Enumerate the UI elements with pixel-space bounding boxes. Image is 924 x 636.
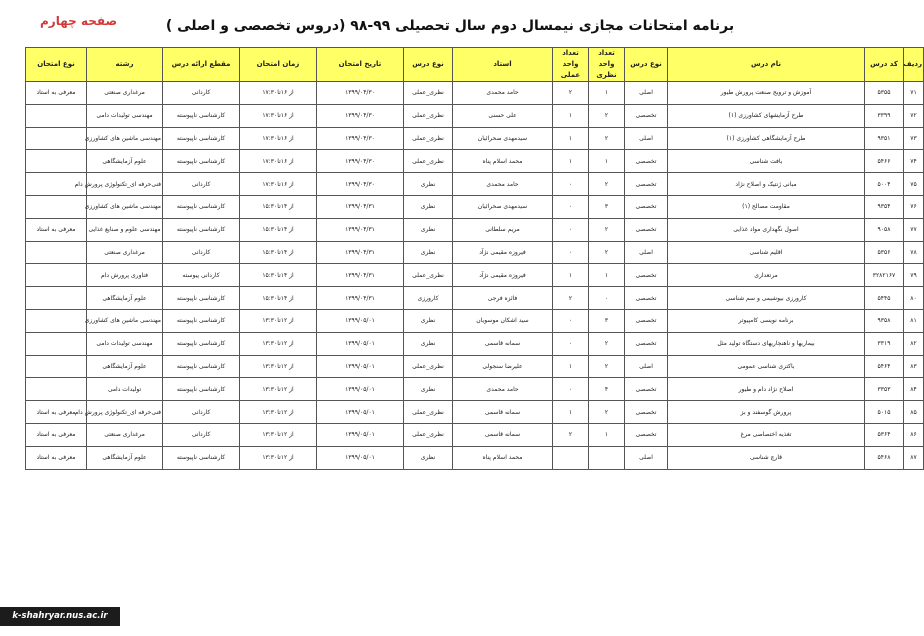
cell-exam-time: از ۱۲تا۱۳:۳۰ [240, 309, 317, 332]
table-row [26, 195, 924, 218]
cell-theory-units: ۲ [589, 401, 625, 424]
cell-practical-units: ۱ [553, 127, 589, 150]
cell-practical-units: ۰ [553, 218, 589, 241]
cell-practical-units: ۱ [553, 264, 589, 287]
cell-exam-date: ۱۳۹۹/۰۵/۰۱ [317, 355, 404, 378]
table-row [26, 173, 924, 196]
cell-instructor: سید اشکان موسویان [453, 309, 553, 332]
cell-exam-time: از ۱۲تا۱۳:۳۰ [240, 355, 317, 378]
cell-course-code: ۹۳۵۸ [865, 309, 904, 332]
cell-exam-type [26, 264, 87, 287]
cell-row-number: ۸۶ [904, 423, 924, 446]
cell-course-code: ۵۴۶۸ [865, 446, 904, 469]
cell-level: کارشناسی ناپیوسته [163, 309, 240, 332]
cell-exam-type: معرفی به استاد [26, 82, 87, 105]
cell-exam-date: ۱۳۹۹/۰۵/۰۱ [317, 423, 404, 446]
cell-field: علوم آزمایشگاهی [87, 355, 163, 378]
cell-field: مهندسی ماشین های کشاورزی [87, 309, 163, 332]
cell-row-number: ۸۱ [904, 309, 924, 332]
cell-exam-date: ۱۳۹۹/۰۴/۳۱ [317, 218, 404, 241]
cell-exam-date: ۱۳۹۹/۰۴/۳۱ [317, 264, 404, 287]
cell-level: کاردانی [163, 173, 240, 196]
cell-course-name: پرورش گوسفند و بز [668, 401, 865, 424]
cell-lesson-type: نظری_عملی [404, 104, 453, 127]
header-course-code: کد درس [865, 48, 904, 82]
header-exam-type: نوع امتحان [26, 48, 87, 82]
cell-course-name: اصلاح نژاد دام و طیور [668, 378, 865, 401]
cell-exam-date: ۱۳۹۹/۰۴/۳۰ [317, 82, 404, 105]
cell-level: کارشناسی ناپیوسته [163, 218, 240, 241]
cell-course-type: تخصصی [625, 104, 668, 127]
header-field: رشته [87, 48, 163, 82]
cell-practical-units: ۱ [553, 150, 589, 173]
cell-row-number: ۷۹ [904, 264, 924, 287]
cell-row-number: ۷۳ [904, 127, 924, 150]
cell-exam-time: از ۱۶تا۱۷:۳۰ [240, 127, 317, 150]
cell-row-number: ۷۲ [904, 104, 924, 127]
cell-row-number: ۸۰ [904, 287, 924, 310]
cell-field: مهندسی ماشین های کشاورزی [87, 127, 163, 150]
cell-exam-type: معرفی به استاد [26, 401, 87, 424]
cell-course-code: ۵۳۵۵ [865, 82, 904, 105]
cell-theory-units: ۱ [589, 264, 625, 287]
cell-course-type: تخصصی [625, 423, 668, 446]
cell-exam-date: ۱۳۹۹/۰۴/۳۰ [317, 127, 404, 150]
cell-lesson-type: نظری_عملی [404, 150, 453, 173]
cell-level: کاردانی [163, 401, 240, 424]
cell-exam-time: از ۱۲تا۱۳:۳۰ [240, 401, 317, 424]
cell-exam-time: از ۱۴تا۱۵:۳۰ [240, 218, 317, 241]
cell-lesson-type: نظری [404, 241, 453, 264]
cell-row-number: ۸۲ [904, 332, 924, 355]
cell-exam-type [26, 309, 87, 332]
cell-practical-units: ۰ [553, 378, 589, 401]
cell-course-code: ۵۳۶۴ [865, 423, 904, 446]
cell-course-type: تخصصی [625, 401, 668, 424]
cell-lesson-type: نظری_عملی [404, 355, 453, 378]
cell-row-number: ۸۵ [904, 401, 924, 424]
cell-exam-type: معرفی به استاد [26, 446, 87, 469]
table-row [26, 287, 924, 310]
header-course-name: نام درس [668, 48, 865, 82]
cell-level: کارشناسی ناپیوسته [163, 332, 240, 355]
cell-level: کارشناسی ناپیوسته [163, 150, 240, 173]
cell-practical-units: ۲ [553, 287, 589, 310]
cell-course-code: ۹۰۵۸ [865, 218, 904, 241]
cell-exam-time: از ۱۶تا۱۷:۳۰ [240, 82, 317, 105]
cell-course-code: ۹۳۵۱ [865, 127, 904, 150]
cell-level: کاردانی پیوسته [163, 264, 240, 287]
header-lesson-type: نوع درس [404, 48, 453, 82]
cell-exam-date: ۱۳۹۹/۰۵/۰۱ [317, 309, 404, 332]
cell-course-name: آموزش و ترویج صنعت پرورش طیور [668, 82, 865, 105]
cell-row-number: ۷۴ [904, 150, 924, 173]
table-row [26, 104, 924, 127]
cell-row-number: ۸۴ [904, 378, 924, 401]
cell-course-name: مبانی ژنتیک و اصلاح نژاد [668, 173, 865, 196]
cell-level: کاردانی [163, 82, 240, 105]
cell-exam-type [26, 104, 87, 127]
cell-course-name: بیماریها و ناهنجاریهای دستگاه تولید مثل [668, 332, 865, 355]
cell-course-type: اصلی [625, 82, 668, 105]
header-theory-units: تعداد واحد نظری [589, 48, 625, 82]
cell-field: مهندسی تولیدات دامی [87, 104, 163, 127]
cell-exam-date: ۱۳۹۹/۰۴/۳۰ [317, 173, 404, 196]
cell-course-code: ۵۴۴۵ [865, 287, 904, 310]
cell-theory-units: ۳ [589, 195, 625, 218]
cell-level: کارشناسی ناپیوسته [163, 378, 240, 401]
cell-row-number: ۷۷ [904, 218, 924, 241]
cell-course-type: تخصصی [625, 378, 668, 401]
cell-instructor: حامد محمدی [453, 378, 553, 401]
cell-course-type: تخصصی [625, 150, 668, 173]
cell-exam-date: ۱۳۹۹/۰۵/۰۱ [317, 446, 404, 469]
cell-theory-units: ۱ [589, 150, 625, 173]
cell-exam-date: ۱۳۹۹/۰۴/۳۰ [317, 104, 404, 127]
cell-course-type: اصلی [625, 241, 668, 264]
table-row [26, 127, 924, 150]
table-row [26, 446, 924, 469]
cell-course-name: برنامه نویسی کامپیوتر [668, 309, 865, 332]
header-exam-time: زمان امتحان [240, 48, 317, 82]
cell-field: مهندسی تولیدات دامی [87, 332, 163, 355]
cell-instructor: حامد محمدی [453, 173, 553, 196]
cell-instructor: محمد اسلام پناه [453, 446, 553, 469]
cell-course-code: ۵۴۶۴ [865, 355, 904, 378]
cell-exam-type [26, 355, 87, 378]
table-row [26, 401, 924, 424]
cell-lesson-type: نظری [404, 195, 453, 218]
table-row [26, 355, 924, 378]
cell-course-name: تغذیه اختصاصی مرغ [668, 423, 865, 446]
cell-course-type: تخصصی [625, 264, 668, 287]
cell-lesson-type: نظری_عملی [404, 82, 453, 105]
cell-course-type: اصلی [625, 446, 668, 469]
cell-course-name: کارورزی بیوشیمی و سم شناسی [668, 287, 865, 310]
cell-practical-units: ۱ [553, 401, 589, 424]
cell-row-number: ۸۷ [904, 446, 924, 469]
cell-level: کارشناسی ناپیوسته [163, 104, 240, 127]
cell-exam-time: از ۱۶تا۱۷:۳۰ [240, 104, 317, 127]
cell-exam-time: از ۱۴تا۱۵:۳۰ [240, 287, 317, 310]
cell-exam-type [26, 287, 87, 310]
cell-exam-type [26, 378, 87, 401]
cell-field: علوم آزمایشگاهی [87, 150, 163, 173]
cell-field: علوم آزمایشگاهی [87, 287, 163, 310]
cell-instructor: علی حسنی [453, 104, 553, 127]
cell-lesson-type: کارورزی [404, 287, 453, 310]
cell-course-name: باکتری شناسی عمومی [668, 355, 865, 378]
cell-instructor: فیروزه مقیمی نژآد [453, 241, 553, 264]
cell-exam-type [26, 241, 87, 264]
cell-practical-units [553, 446, 589, 469]
cell-instructor: علیرضا سنجولی [453, 355, 553, 378]
cell-exam-time: از ۱۶تا۱۷:۳۰ [240, 150, 317, 173]
cell-exam-date: ۱۳۹۹/۰۵/۰۱ [317, 378, 404, 401]
table-row [26, 82, 924, 105]
cell-exam-type [26, 195, 87, 218]
header-instructor: استاد [453, 48, 553, 82]
cell-theory-units: ۱ [589, 82, 625, 105]
cell-instructor: سمانه قاسمی [453, 332, 553, 355]
cell-course-name: طرح آزمایشهای کشاورزی (۱) [668, 104, 865, 127]
cell-exam-type: معرفی به استاد [26, 423, 87, 446]
table-row [26, 423, 924, 446]
cell-instructor: فیروزه مقیمی نژآد [453, 264, 553, 287]
cell-instructor: فائزه فرجی [453, 287, 553, 310]
cell-lesson-type: نظری_عملی [404, 127, 453, 150]
cell-instructor: سمانه قاسمی [453, 423, 553, 446]
cell-exam-date: ۱۳۹۹/۰۴/۳۰ [317, 150, 404, 173]
cell-lesson-type: نظری [404, 332, 453, 355]
cell-practical-units: ۲ [553, 423, 589, 446]
cell-exam-time: از ۱۶تا۱۷:۳۰ [240, 173, 317, 196]
cell-instructor: مریم سلطانی [453, 218, 553, 241]
page-number-label: صفحه چهارم [40, 14, 118, 28]
cell-instructor: سیدمهدی صحرائیان [453, 195, 553, 218]
cell-level: کارشناسی ناپیوسته [163, 195, 240, 218]
cell-field: مهندسی علوم و صنایع غذایی [87, 218, 163, 241]
header-practical-units: تعداد واحد عملی [553, 48, 589, 82]
cell-course-name: بافت شناسی [668, 150, 865, 173]
cell-instructor: حامد محمدی [453, 82, 553, 105]
cell-row-number: ۷۱ [904, 82, 924, 105]
header-level: مقطع ارائه درس [163, 48, 240, 82]
cell-field: مرغداری صنعتی [87, 82, 163, 105]
cell-field: فنی‌حرفه ای_تکنولوژی پرورش دام [87, 401, 163, 424]
cell-level: کاردانی [163, 241, 240, 264]
cell-exam-type [26, 332, 87, 355]
cell-field: مرغداری صنعتی [87, 241, 163, 264]
cell-course-code: ۵۴۶۶ [865, 150, 904, 173]
table-row [26, 332, 924, 355]
cell-course-code: ۳۳۹۹ [865, 104, 904, 127]
cell-exam-time: از ۱۴تا۱۵:۳۰ [240, 264, 317, 287]
cell-course-type: تخصصی [625, 309, 668, 332]
cell-exam-date: ۱۳۹۹/۰۵/۰۱ [317, 332, 404, 355]
cell-theory-units: ۳ [589, 309, 625, 332]
table-row [26, 378, 924, 401]
cell-exam-time: از ۱۲تا۱۳:۳۰ [240, 446, 317, 469]
cell-lesson-type: نظری [404, 309, 453, 332]
cell-exam-date: ۱۳۹۹/۰۵/۰۱ [317, 401, 404, 424]
cell-instructor: محمد اسلام پناه [453, 150, 553, 173]
table-row [26, 309, 924, 332]
cell-lesson-type: نظری [404, 446, 453, 469]
cell-theory-units: ۲ [589, 104, 625, 127]
cell-course-type: اصلی [625, 127, 668, 150]
cell-theory-units: ۲ [589, 127, 625, 150]
cell-field: مهندسی ماشین های کشاورزی [87, 195, 163, 218]
cell-lesson-type: نظری [404, 378, 453, 401]
cell-exam-time: از ۱۴تا۱۵:۳۰ [240, 195, 317, 218]
cell-course-name: مقاومت مصالح (۱) [668, 195, 865, 218]
cell-instructor: سمانه قاسمی [453, 401, 553, 424]
table-header-row [26, 48, 924, 82]
cell-course-code: ۵۰۰۴ [865, 173, 904, 196]
cell-course-code: ۹۳۵۴ [865, 195, 904, 218]
table-row [26, 218, 924, 241]
cell-exam-time: از ۱۲تا۱۳:۳۰ [240, 332, 317, 355]
cell-lesson-type: نظری_عملی [404, 401, 453, 424]
cell-course-code: ۵۰۱۵ [865, 401, 904, 424]
cell-field: علوم آزمایشگاهی [87, 446, 163, 469]
cell-level: کاردانی [163, 423, 240, 446]
cell-course-name: مرتعداری [668, 264, 865, 287]
cell-practical-units: ۲ [553, 82, 589, 105]
cell-course-code: ۳۳۵۳ [865, 378, 904, 401]
cell-lesson-type: نظری [404, 173, 453, 196]
cell-exam-date: ۱۳۹۹/۰۴/۳۱ [317, 195, 404, 218]
cell-row-number: ۷۸ [904, 241, 924, 264]
cell-course-type: تخصصی [625, 287, 668, 310]
cell-course-type: تخصصی [625, 218, 668, 241]
page-title: برنامه امتحانات مجازی نیمسال دوم سال تحصیلی ۹۹-۹۸ (دروس تخصصی و اصلی ) [165, 18, 735, 34]
cell-lesson-type: نظری [404, 218, 453, 241]
cell-theory-units: ۴ [589, 378, 625, 401]
cell-course-code: ۵۳۵۶ [865, 241, 904, 264]
cell-theory-units: ۲ [589, 355, 625, 378]
cell-course-type: تخصصی [625, 195, 668, 218]
cell-exam-time: از ۱۴تا۱۵:۳۰ [240, 241, 317, 264]
cell-exam-date: ۱۳۹۹/۰۴/۳۱ [317, 287, 404, 310]
cell-field: مرغداری صنعتی [87, 423, 163, 446]
cell-practical-units: ۰ [553, 195, 589, 218]
cell-lesson-type: نظری_عملی [404, 264, 453, 287]
header-exam-date: تاریخ امتحان [317, 48, 404, 82]
cell-practical-units: ۰ [553, 173, 589, 196]
cell-field: تولیدات دامی [87, 378, 163, 401]
cell-exam-type [26, 127, 87, 150]
cell-level: کارشناسی ناپیوسته [163, 287, 240, 310]
cell-practical-units: ۰ [553, 241, 589, 264]
cell-theory-units: ۲ [589, 173, 625, 196]
cell-theory-units: ۰ [589, 287, 625, 310]
cell-practical-units: ۰ [553, 309, 589, 332]
cell-course-name: اقلیم شناسی [668, 241, 865, 264]
cell-exam-type [26, 150, 87, 173]
cell-theory-units: ۲ [589, 332, 625, 355]
cell-row-number: ۷۶ [904, 195, 924, 218]
cell-level: کارشناسی ناپیوسته [163, 446, 240, 469]
cell-exam-type: معرفی به استاد [26, 218, 87, 241]
cell-row-number: ۷۵ [904, 173, 924, 196]
cell-practical-units: ۱ [553, 104, 589, 127]
cell-course-name: طرح آزمایشگاهی کشاورزی (۱) [668, 127, 865, 150]
cell-theory-units: ۲ [589, 241, 625, 264]
cell-level: کارشناسی ناپیوسته [163, 127, 240, 150]
table-row [26, 241, 924, 264]
table-row [26, 264, 924, 287]
cell-course-name: قارچ شناسی [668, 446, 865, 469]
header-course-type: نوع درس [625, 48, 668, 82]
cell-row-number: ۸۳ [904, 355, 924, 378]
cell-course-type: اصلی [625, 355, 668, 378]
cell-practical-units: ۰ [553, 332, 589, 355]
cell-course-type: تخصصی [625, 332, 668, 355]
footer-website-url: k-shahryar.nus.ac.ir [0, 607, 120, 626]
exam-schedule-table [25, 47, 924, 470]
cell-practical-units: ۱ [553, 355, 589, 378]
cell-exam-time: از ۱۲تا۱۳:۳۰ [240, 378, 317, 401]
cell-level: کارشناسی ناپیوسته [163, 355, 240, 378]
table-body [26, 82, 924, 470]
cell-field: فنی‌حرفه ای_تکنولوژی پرورش دام [87, 173, 163, 196]
cell-theory-units [589, 446, 625, 469]
cell-lesson-type: نظری_عملی [404, 423, 453, 446]
cell-theory-units: ۲ [589, 218, 625, 241]
cell-instructor: سیدمهدی صحرائیان [453, 127, 553, 150]
cell-course-name: اصول نگهداری مواد غذایی [668, 218, 865, 241]
cell-exam-time: از ۱۲تا۱۳:۳۰ [240, 423, 317, 446]
cell-theory-units: ۱ [589, 423, 625, 446]
header-row-number: ردیف [904, 48, 924, 82]
cell-course-type: تخصصی [625, 173, 668, 196]
cell-course-code: ۳۲۸۲۱۶۷ [865, 264, 904, 287]
table-row [26, 150, 924, 173]
cell-field: فناوری پرورش دام [87, 264, 163, 287]
cell-exam-date: ۱۳۹۹/۰۴/۳۱ [317, 241, 404, 264]
cell-course-code: ۳۳۱۹ [865, 332, 904, 355]
